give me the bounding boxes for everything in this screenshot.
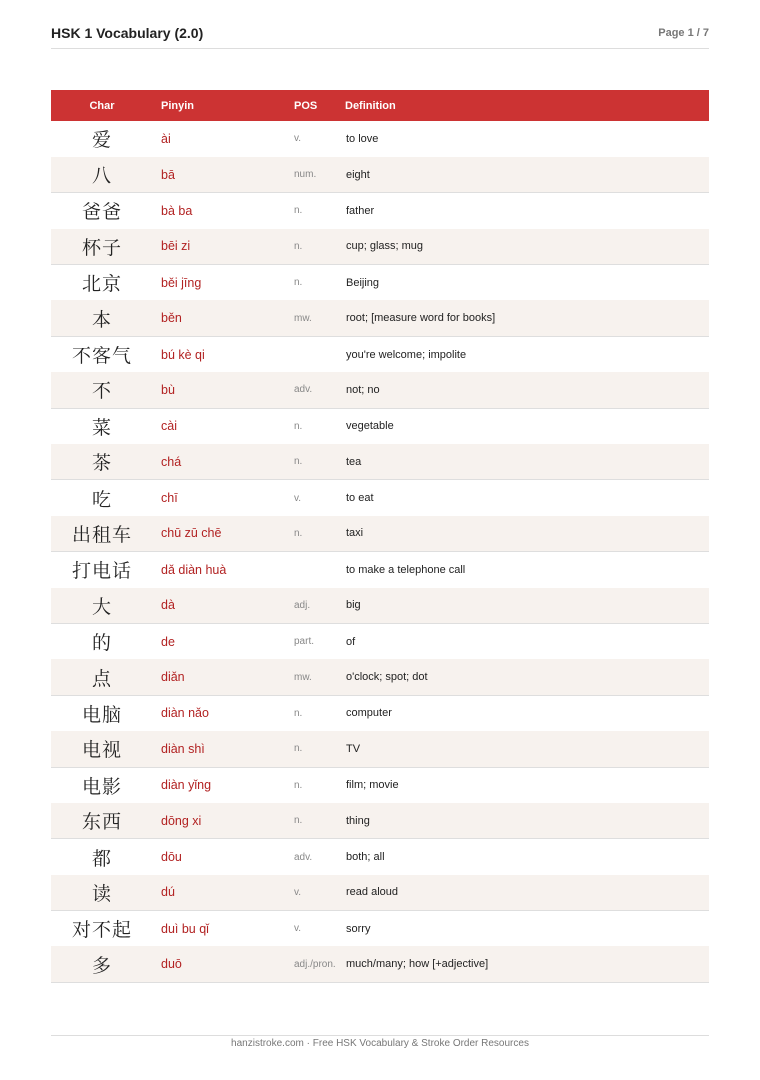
vocab-character: 出租车 [71,523,132,546]
table-row [51,911,709,947]
vocab-character: 爸爸 [51,193,153,229]
vocab-definition: sorry [345,911,709,947]
vocab-definition: not; no [346,383,380,396]
vocab-definition: thing [346,814,370,827]
table-row [51,839,709,875]
vocab-definition: taxi [346,527,364,540]
vocab-part-of-speech: mw. [294,312,312,324]
vocab-definition: both; all [345,839,709,875]
vocab-definition: father [345,193,709,229]
vocab-character: 的 [51,623,153,659]
vocab-part-of-speech: v. [294,886,302,898]
table-row [51,588,709,624]
table-row [51,444,709,480]
vocab-definition: of [345,623,709,659]
vocab-part-of-speech: adv. [294,839,345,875]
vocab-pinyin: dōu [153,839,294,875]
vocab-pinyin: de [153,623,294,659]
vocab-pinyin: duì bu qǐ [153,911,294,947]
vocab-part-of-speech: v. [294,480,345,516]
vocab-pinyin: diǎn [161,670,185,685]
vocab-pinyin: cài [153,408,294,444]
vocab-definition: TV [346,742,361,755]
vocab-pinyin: běn [161,311,182,326]
vocab-definition: cup; glass; mug [346,240,424,253]
vocab-pinyin: diàn yǐng [153,767,294,803]
vocab-definition: computer [345,695,709,731]
vocabulary-table [51,90,709,983]
vocab-definition: eight [346,168,370,181]
table-row [51,265,709,301]
vocab-pinyin: běi jīng [153,265,294,301]
page-footer [51,1035,709,1055]
table-row [51,336,709,372]
table-row [51,875,709,911]
footer-site: hanzistroke.com [231,1038,304,1049]
vocab-pinyin: diàn shì [161,741,205,756]
column-header-pos: POS [294,99,318,112]
vocab-pinyin: chū zū chē [161,526,222,541]
vocab-part-of-speech: n. [294,265,345,301]
vocab-character: 大 [91,595,112,618]
vocab-character: 对不起 [51,911,153,947]
vocab-character: 茶 [91,452,112,475]
vocab-definition: read aloud [346,886,398,899]
table-row [51,767,709,803]
footer-tagline: Free HSK Vocabulary & Stroke Order Resources [312,1038,529,1049]
vocab-pinyin: bā [161,167,175,182]
vocab-part-of-speech: adj. [294,599,311,611]
vocab-pinyin: dǎ diàn huà [153,552,294,588]
vocab-part-of-speech: mw. [294,671,312,683]
vocab-character: 打电话 [51,552,153,588]
vocab-character: 多 [51,946,153,982]
column-header-pinyin: Pinyin [161,99,195,112]
vocab-part-of-speech: n. [294,695,345,731]
vocab-character: 电影 [51,767,153,803]
vocab-part-of-speech: n. [294,815,303,827]
vocab-part-of-speech: n. [294,743,303,755]
vocab-pinyin: dú [161,885,175,900]
table-row [51,552,709,588]
vocab-part-of-speech: v. [294,133,302,145]
vocab-part-of-speech: n. [294,527,303,539]
vocab-definition: big [346,599,361,612]
vocab-part-of-speech: adv. [294,384,313,396]
table-row [51,121,709,157]
table-row [51,300,709,336]
table-row [51,480,709,516]
column-header-char: Char [89,99,115,112]
vocab-pinyin: dà [161,598,175,613]
vocab-part-of-speech: num. [294,169,317,181]
vocab-character: 本 [91,308,112,331]
vocab-pinyin: dōng xi [161,813,202,828]
vocab-definition: to make a telephone call [345,552,709,588]
table-row [51,803,709,839]
vocab-character: 杯子 [81,236,122,259]
vocab-character: 吃 [51,480,153,516]
vocab-definition: film; movie [345,767,709,803]
page-number: Page 1 / 7 [658,27,709,39]
vocab-definition: tea [346,455,362,468]
vocab-part-of-speech: n. [294,408,345,444]
document-title: HSK 1 Vocabulary (2.0) [51,25,204,41]
vocab-part-of-speech: part. [294,623,345,659]
vocab-definition: you're welcome; impolite [345,336,709,372]
vocab-part-of-speech: n. [294,193,345,229]
vocab-pinyin: diàn nǎo [153,695,294,731]
vocab-character: 不客气 [51,336,153,372]
vocab-pinyin: ài [161,131,171,146]
table-row [51,372,709,408]
vocab-definition: root; [measure word for books] [346,312,496,325]
vocab-definition: to eat [345,480,709,516]
vocab-character: 都 [51,839,153,875]
vocab-character: 电视 [81,739,122,762]
vocab-pinyin: chī [153,480,294,516]
table-row [51,659,709,695]
table-row [51,229,709,265]
vocab-character: 电脑 [51,695,153,731]
vocab-pinyin: bú kè qi [153,336,294,372]
vocab-character: 不 [91,380,112,403]
page-header [51,22,709,49]
vocab-definition: to love [346,132,379,145]
vocab-pinyin: bà ba [153,193,294,229]
vocab-part-of-speech: v. [294,911,345,947]
vocab-part-of-speech: n. [294,240,303,252]
vocab-part-of-speech [294,552,345,588]
footer-separator: · [306,1038,310,1049]
vocab-part-of-speech: n. [294,767,345,803]
vocab-character: 爱 [91,129,112,152]
vocab-pinyin: chá [161,454,182,469]
vocab-part-of-speech [294,336,345,372]
vocab-part-of-speech: n. [294,456,303,468]
vocab-part-of-speech: adj./pron. [294,946,345,982]
vocab-pinyin: bēi zi [161,239,191,254]
vocab-character: 菜 [51,408,153,444]
vocab-character: 北京 [51,265,153,301]
vocab-definition: Beijing [345,265,709,301]
vocab-definition: o'clock; spot; dot [346,671,428,684]
vocab-character: 点 [91,667,112,690]
vocab-pinyin: duō [153,946,294,982]
table-row [51,408,709,444]
table-row [51,623,709,659]
vocab-definition: much/many; how [+adjective] [345,946,709,982]
table-row [51,731,709,767]
table-header-row [51,90,709,121]
table-row [51,157,709,193]
vocab-character: 读 [91,882,112,905]
vocab-character: 八 [91,165,112,188]
table-row [51,946,709,982]
table-row [51,516,709,552]
vocab-character: 东西 [81,811,122,834]
vocab-definition: vegetable [345,408,709,444]
table-body [51,121,709,982]
table-row [51,193,709,229]
table-row [51,695,709,731]
column-header-definition: Definition [345,99,396,112]
vocab-pinyin: bù [161,382,175,397]
